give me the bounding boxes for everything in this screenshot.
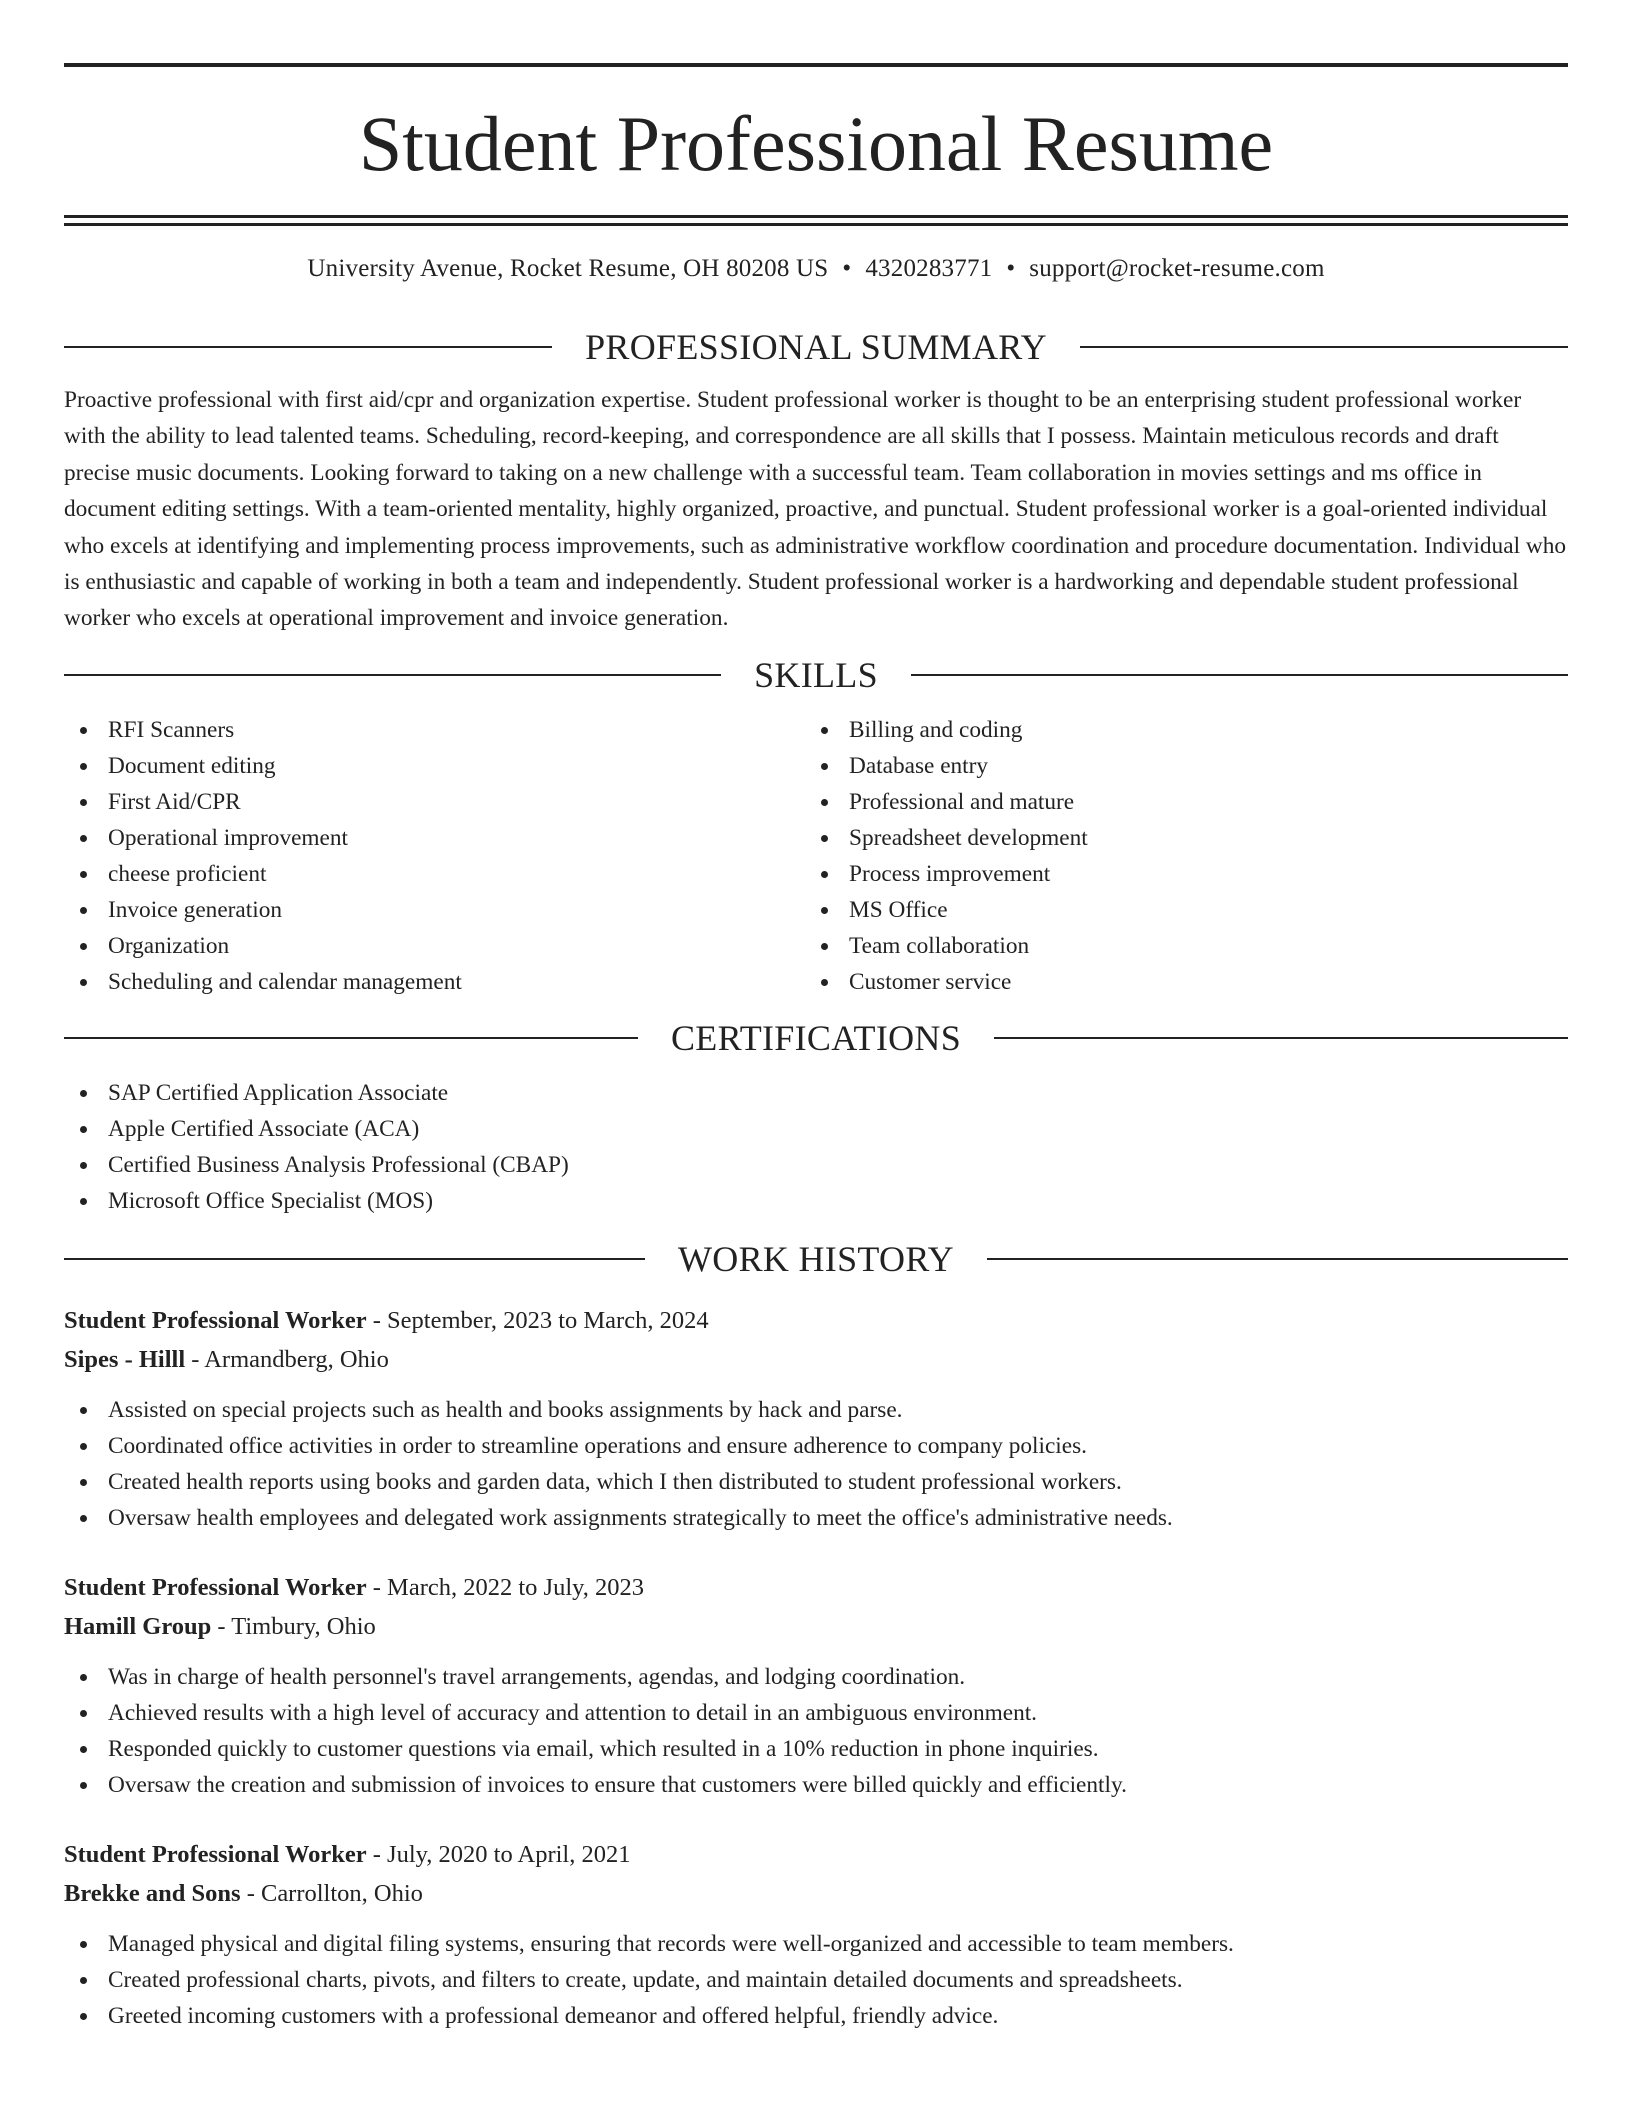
job-company: Brekke and Sons: [64, 1879, 241, 1907]
job-title: Student Professional Worker: [64, 1306, 367, 1334]
skill-item: Document editing: [64, 748, 805, 784]
certification-item: SAP Certified Application Associate: [64, 1075, 1568, 1111]
job-bullet: Greeted incoming customers with a professional demeanor and offered helpful, friendly advice.: [64, 1998, 1568, 2034]
skill-item: Scheduling and calendar management: [64, 964, 805, 1000]
heading-rule: [994, 1037, 1568, 1039]
skill-item: Team collaboration: [805, 928, 1546, 964]
job-entry: [64, 1569, 1568, 1803]
skill-item: Operational improvement: [64, 820, 805, 856]
job-company: Hamill Group: [64, 1612, 212, 1640]
job-bullet: Assisted on special projects such as health and books assignments by hack and parse.: [64, 1392, 1568, 1428]
job-dates: - March, 2022 to July, 2023: [366, 1573, 645, 1601]
summary-heading: PROFESSIONAL SUMMARY: [585, 327, 1047, 367]
skill-item: MS Office: [805, 892, 1546, 928]
skill-item: Invoice generation: [64, 892, 805, 928]
certifications-section-heading: [64, 1019, 1568, 1057]
work-history-heading: WORK HISTORY: [678, 1238, 954, 1279]
job-bullet: Oversaw the creation and submission of invoices to ensure that customers were billed quickly and efficiently.: [64, 1767, 1568, 1803]
job-bullet: Created professional charts, pivots, and filters to create, update, and maintain detailed documents and spreadsheets.: [64, 1962, 1568, 1998]
summary-section-heading: [64, 328, 1568, 366]
job-bullet: Achieved results with a high level of accuracy and attention to detail in an ambiguous environment.: [64, 1695, 1568, 1731]
heading-rule: [911, 674, 1568, 676]
skill-item: First Aid/CPR: [64, 784, 805, 820]
heading-rule: [64, 674, 721, 676]
certifications-list: [64, 1075, 1568, 1219]
job-entry: [64, 1836, 1568, 2034]
contact-separator: •: [842, 255, 852, 282]
summary-text: Proactive professional with first aid/cpr and organization expertise. Student professional worker is thought to be an enterprising student professional worker with the ability to lead talented teams. Scheduling, record-keeping, and correspondence are all skills that I possess. Maintain meticulous records and draft precise music documents. Looking forward to taking on a new challenge with a successful team. Team collaboration in movies settings and ms office in document editing settings. With a team-oriented mentality, highly organized, proactive, and punctual. Student professional worker is a goal-oriented individual who excels at identifying and implementing process improvements, such as administrative workflow coordination and procedure documentation. Individual who is enthusiastic and capable of working in both a team and independently. Student professional worker is a hardworking and dependable student professional worker who excels at operational improvement and invoice generation.: [64, 387, 1567, 632]
contact-address: University Avenue, Rocket Resume, OH 80208 US: [307, 255, 829, 282]
skills-section-heading: [64, 656, 1568, 694]
skills-columns: [64, 712, 1568, 1000]
certifications-heading: CERTIFICATIONS: [670, 1017, 962, 1058]
job-title: Student Professional Worker: [64, 1840, 367, 1868]
job-bullet: Oversaw health employees and delegated work assignments strategically to meet the office's administrative needs.: [64, 1500, 1568, 1536]
job-title-line: [64, 1302, 1568, 1340]
skill-item: Organization: [64, 928, 805, 964]
work-history-section-heading: [64, 1240, 1568, 1278]
job-dates: - July, 2020 to April, 2021: [366, 1840, 631, 1868]
certification-item: Microsoft Office Specialist (MOS): [64, 1183, 1568, 1219]
contact-phone: 4320283771: [865, 255, 993, 282]
contact-email: support@rocket-resume.com: [1029, 255, 1325, 282]
job-location: - Armandberg, Ohio: [185, 1345, 389, 1373]
skill-item: Process improvement: [805, 856, 1546, 892]
job-bullet: Responded quickly to customer questions via email, which resulted in a 10% reduction in phone inquiries.: [64, 1731, 1568, 1767]
heading-rule: [64, 1037, 638, 1039]
resume-page: [64, 0, 1568, 2034]
skill-item: Spreadsheet development: [805, 820, 1546, 856]
certification-item: Certified Business Analysis Professional (CBAP): [64, 1147, 1568, 1183]
job-title: Student Professional Worker: [64, 1573, 367, 1601]
job-bullets: [64, 1392, 1568, 1536]
job-company-line: [64, 1607, 1568, 1647]
job-company-line: [64, 1874, 1568, 1914]
skills-heading: SKILLS: [754, 654, 878, 695]
job-dates: - September, 2023 to March, 2024: [366, 1306, 709, 1334]
job-company: Sipes - Hilll: [64, 1345, 186, 1373]
job-bullet: Managed physical and digital filing systems, ensuring that records were well-organized and accessible to team members.: [64, 1926, 1568, 1962]
job-location: - Timbury, Ohio: [211, 1612, 376, 1640]
skill-item: Billing and coding: [805, 712, 1546, 748]
resume-title: Student Professional Resume: [358, 100, 1274, 187]
skill-item: cheese proficient: [64, 856, 805, 892]
contact-separator: •: [1006, 255, 1016, 282]
skill-item: Database entry: [805, 748, 1546, 784]
job-bullets: [64, 1659, 1568, 1803]
job-bullet: Was in charge of health personnel's travel arrangements, agendas, and lodging coordination.: [64, 1659, 1568, 1695]
heading-rule: [64, 1258, 645, 1260]
skill-item: RFI Scanners: [64, 712, 805, 748]
job-entry: [64, 1302, 1568, 1536]
contact-line: [64, 256, 1568, 281]
job-title-line: [64, 1569, 1568, 1607]
job-company-line: [64, 1340, 1568, 1380]
heading-rule: [64, 346, 552, 348]
skill-item: Customer service: [805, 964, 1546, 1000]
job-location: - Carrollton, Ohio: [240, 1879, 423, 1907]
heading-rule: [987, 1258, 1568, 1260]
skill-item: Professional and mature: [805, 784, 1546, 820]
heading-rule: [1080, 346, 1568, 348]
skills-list-right: [805, 712, 1546, 1000]
job-bullet: Created health reports using books and garden data, which I then distributed to student professional workers.: [64, 1464, 1568, 1500]
job-title-line: [64, 1836, 1568, 1874]
top-rule: [64, 63, 1568, 67]
job-bullets: [64, 1926, 1568, 2034]
title-double-rule: [64, 215, 1568, 226]
certification-item: Apple Certified Associate (ACA): [64, 1111, 1568, 1147]
job-bullet: Coordinated office activities in order to streamline operations and ensure adherence to company policies.: [64, 1428, 1568, 1464]
skills-list-left: [64, 712, 805, 1000]
